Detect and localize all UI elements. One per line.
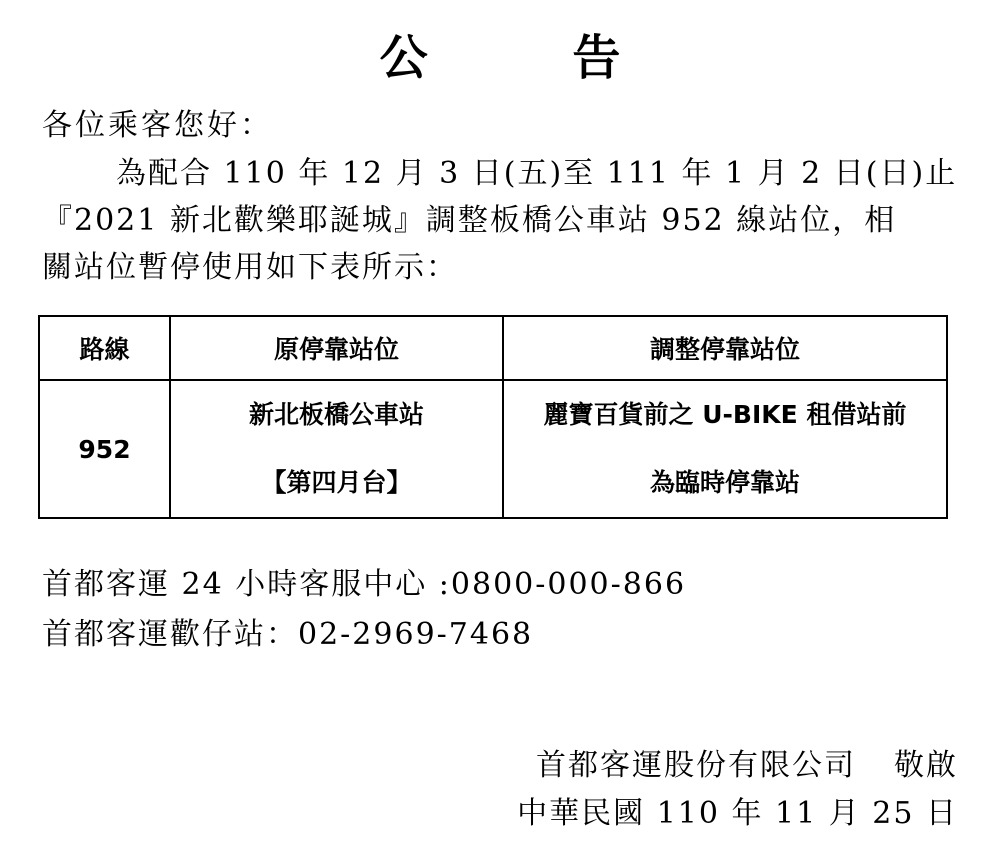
paragraph-line-3: 關站位暫停使用如下表所示： [42,250,458,285]
stop-adjustment-table [38,315,948,519]
header-adjusted-stop: 調整停靠站位 [503,316,947,380]
paragraph-line-2: 『2021 新北歡樂耶誕城』調整板橋公車站 952 線站位，相 [42,203,897,238]
huanzai-station-line: 首都客運歡仔站：02-2969-7468 [42,617,534,652]
route-number: 952 [78,434,131,464]
company-name: 首都客運股份有限公司 [536,748,856,783]
header-original-stop: 原停靠站位 [170,316,503,380]
notice-paragraph [42,150,960,291]
header-route: 路線 [39,316,170,380]
contact-info [42,560,686,660]
table-row [39,380,947,518]
signoff-block [517,742,958,838]
table-header-row [39,316,947,380]
notice-title: 公 告 [379,30,685,86]
notice-date: 中華民國 110 年 11 月 25 日 [517,796,958,831]
adjusted-stop-line-1: 麗寶百貨前之 U-BIKE 租借站前 [543,400,907,429]
service-center-line: 首都客運 24 小時客服中心 :0800-000-866 [42,567,687,602]
original-stop-name: 新北板橋公車站 [248,400,424,429]
signoff-company-line [517,742,958,790]
closing-word: 敬啟 [894,748,958,783]
paragraph-line-1: 為配合 110 年 12 月 3 日(五)至 111 年 1 月 2 日(日)止 [116,156,958,191]
greeting-text: 各位乘客您好： [42,108,273,143]
cell-original-stop [170,380,503,518]
adjusted-stop-line-2: 為臨時停靠站 [649,468,800,497]
cell-route [39,380,170,518]
cell-adjusted-stop [503,380,947,518]
original-stop-platform: 【第四月台】 [261,468,412,497]
